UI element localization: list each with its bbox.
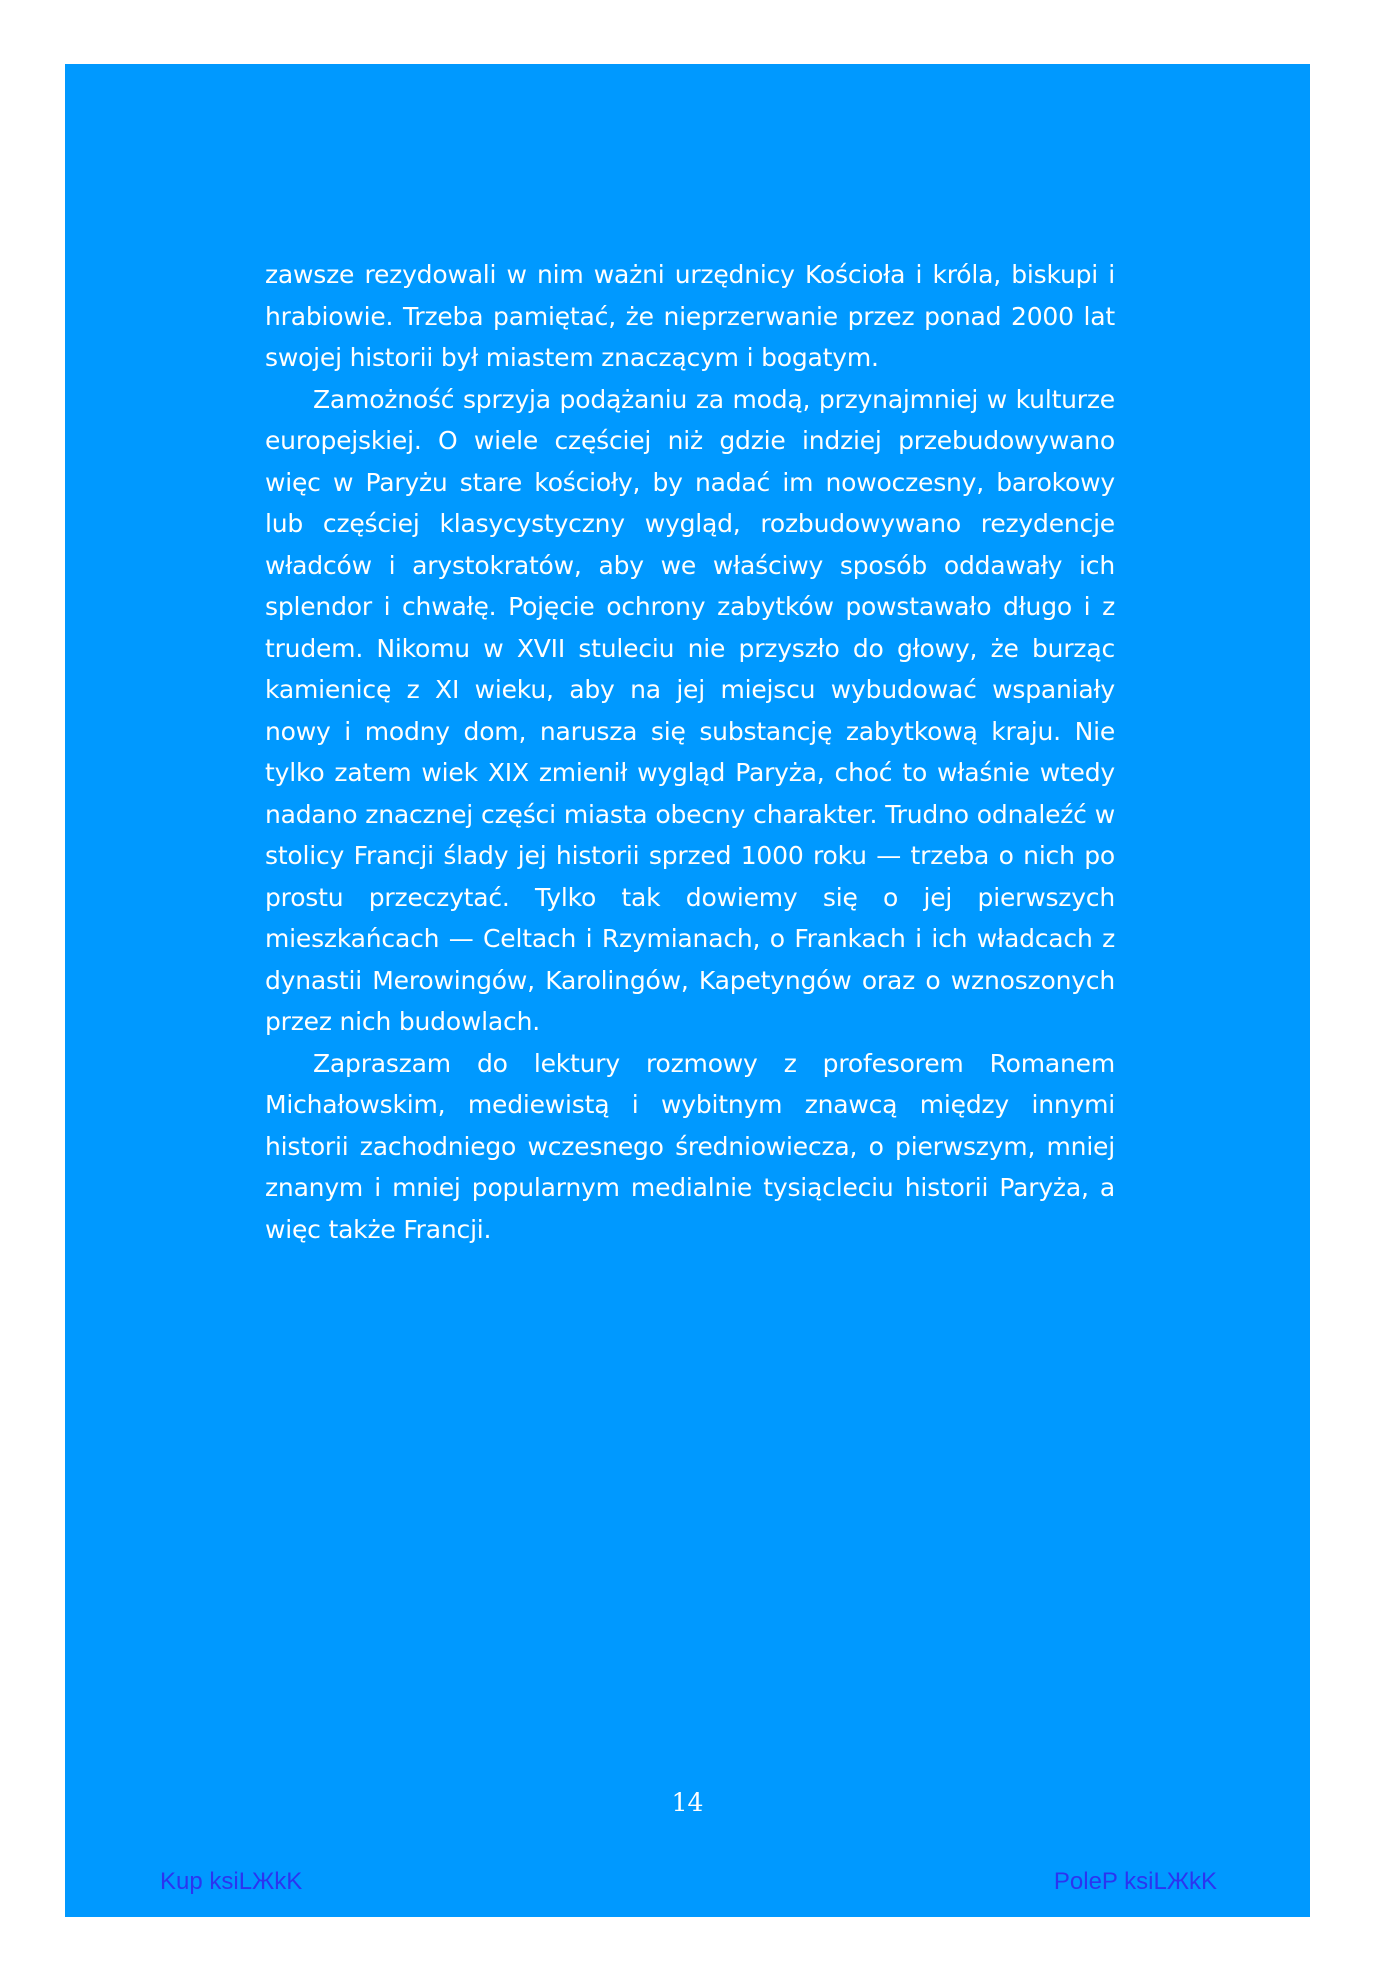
recommend-book-link[interactable]: PoleP ksiLЖkK	[1053, 1868, 1217, 1895]
page-panel	[65, 64, 1310, 1917]
page-number: 14	[671, 1788, 704, 1817]
paragraph-3: Zapraszam do lektury rozmowy z profesorem Romanem Michałowskim, mediewistą i wybitnym znawcą między innymi historii zachodniego wczesnego średniowiecza, o pierwszym, mniej znanym i mniej popularnym medialnie tysiącleciu historii Paryża, a więc także Francji.	[265, 1048, 1115, 1244]
body-text	[265, 254, 1115, 1250]
paragraph-1: zawsze rezydowali w nim ważni urzędnicy Kościoła i króla, biskupi i hrabiowie. Trzeba pamiętać, że nieprzerwanie przez ponad 2000 lat swojej historii był miastem znaczącym i bogatym.	[265, 260, 1115, 372]
buy-book-link[interactable]: Kup ksiLЖkK	[160, 1868, 303, 1895]
paragraph-2: Zamożność sprzyja podążaniu za modą, przynajmniej w kulturze europejskiej. O wiele częściej niż gdzie indziej przebudowywano więc w Paryżu stare kościoły, by nadać im nowoczesny, barokowy lub częściej klasycystyczny wygląd, rozbudowywano rezydencje władców i arystokratów, aby we właściwy sposób oddawały ich splendor i chwałę. Pojęcie ochrony zabytków powstawało długo i z trudem. Nikomu w XVII stuleciu nie przyszło do głowy, że burząc kamienicę z XI wieku, aby na jej miejscu wybudować wspaniały nowy i modny dom, narusza się substancję zabytkową kraju. Nie tylko zatem wiek XIX zmienił wygląd Paryża, choć to właśnie wtedy nadano znacznej części miasta obecny charakter. Trudno odnaleźć w stolicy Francji ślady jej historii sprzed 1000 roku — trzeba o nich po prostu przeczytać. Tylko tak dowiemy się o jej pierwszych mieszkańcach — Celtach i Rzymianach, o Frankach i ich władcach z dynastii Merowingów, Karolingów, Kapetyngów oraz o wznoszonych przez nich budowlach.	[265, 384, 1115, 1036]
